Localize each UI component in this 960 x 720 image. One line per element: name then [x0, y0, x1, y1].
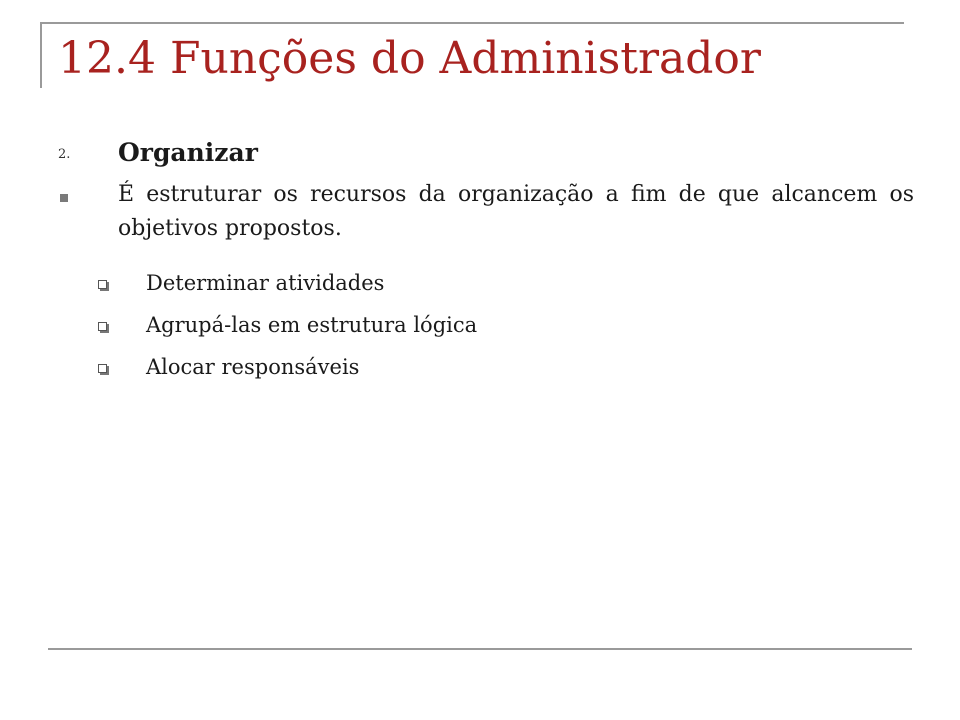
numbered-item: [58, 136, 918, 168]
numbered-item-label: Organizar: [118, 137, 258, 167]
top-rule: [40, 22, 904, 24]
bullet-item: [58, 178, 914, 246]
hollow-square-bullet-icon: [96, 262, 146, 304]
sub-list-item: [96, 304, 896, 346]
sub-list-item-text: Alocar responsáveis: [146, 355, 360, 379]
sub-list-item-text: Agrupá-las em estrutura lógica: [146, 313, 478, 337]
sub-list-item-text: Determinar atividades: [146, 271, 385, 295]
square-bullet-icon: [58, 178, 118, 246]
slide-title: 12.4 Funções do Administrador: [58, 33, 761, 84]
sub-list: [96, 262, 896, 388]
numbered-item-marker: 2.: [58, 146, 71, 162]
sub-list-item: [96, 346, 896, 388]
hollow-square-bullet-icon: [96, 304, 146, 346]
left-rule: [40, 22, 42, 88]
bottom-rule: [48, 648, 912, 650]
bullet-text: É estruturar os recursos da organização a fim de que alcancem os objetivos propostos.: [118, 182, 914, 241]
hollow-square-bullet-icon: [96, 346, 146, 388]
sub-list-item: [96, 262, 896, 304]
